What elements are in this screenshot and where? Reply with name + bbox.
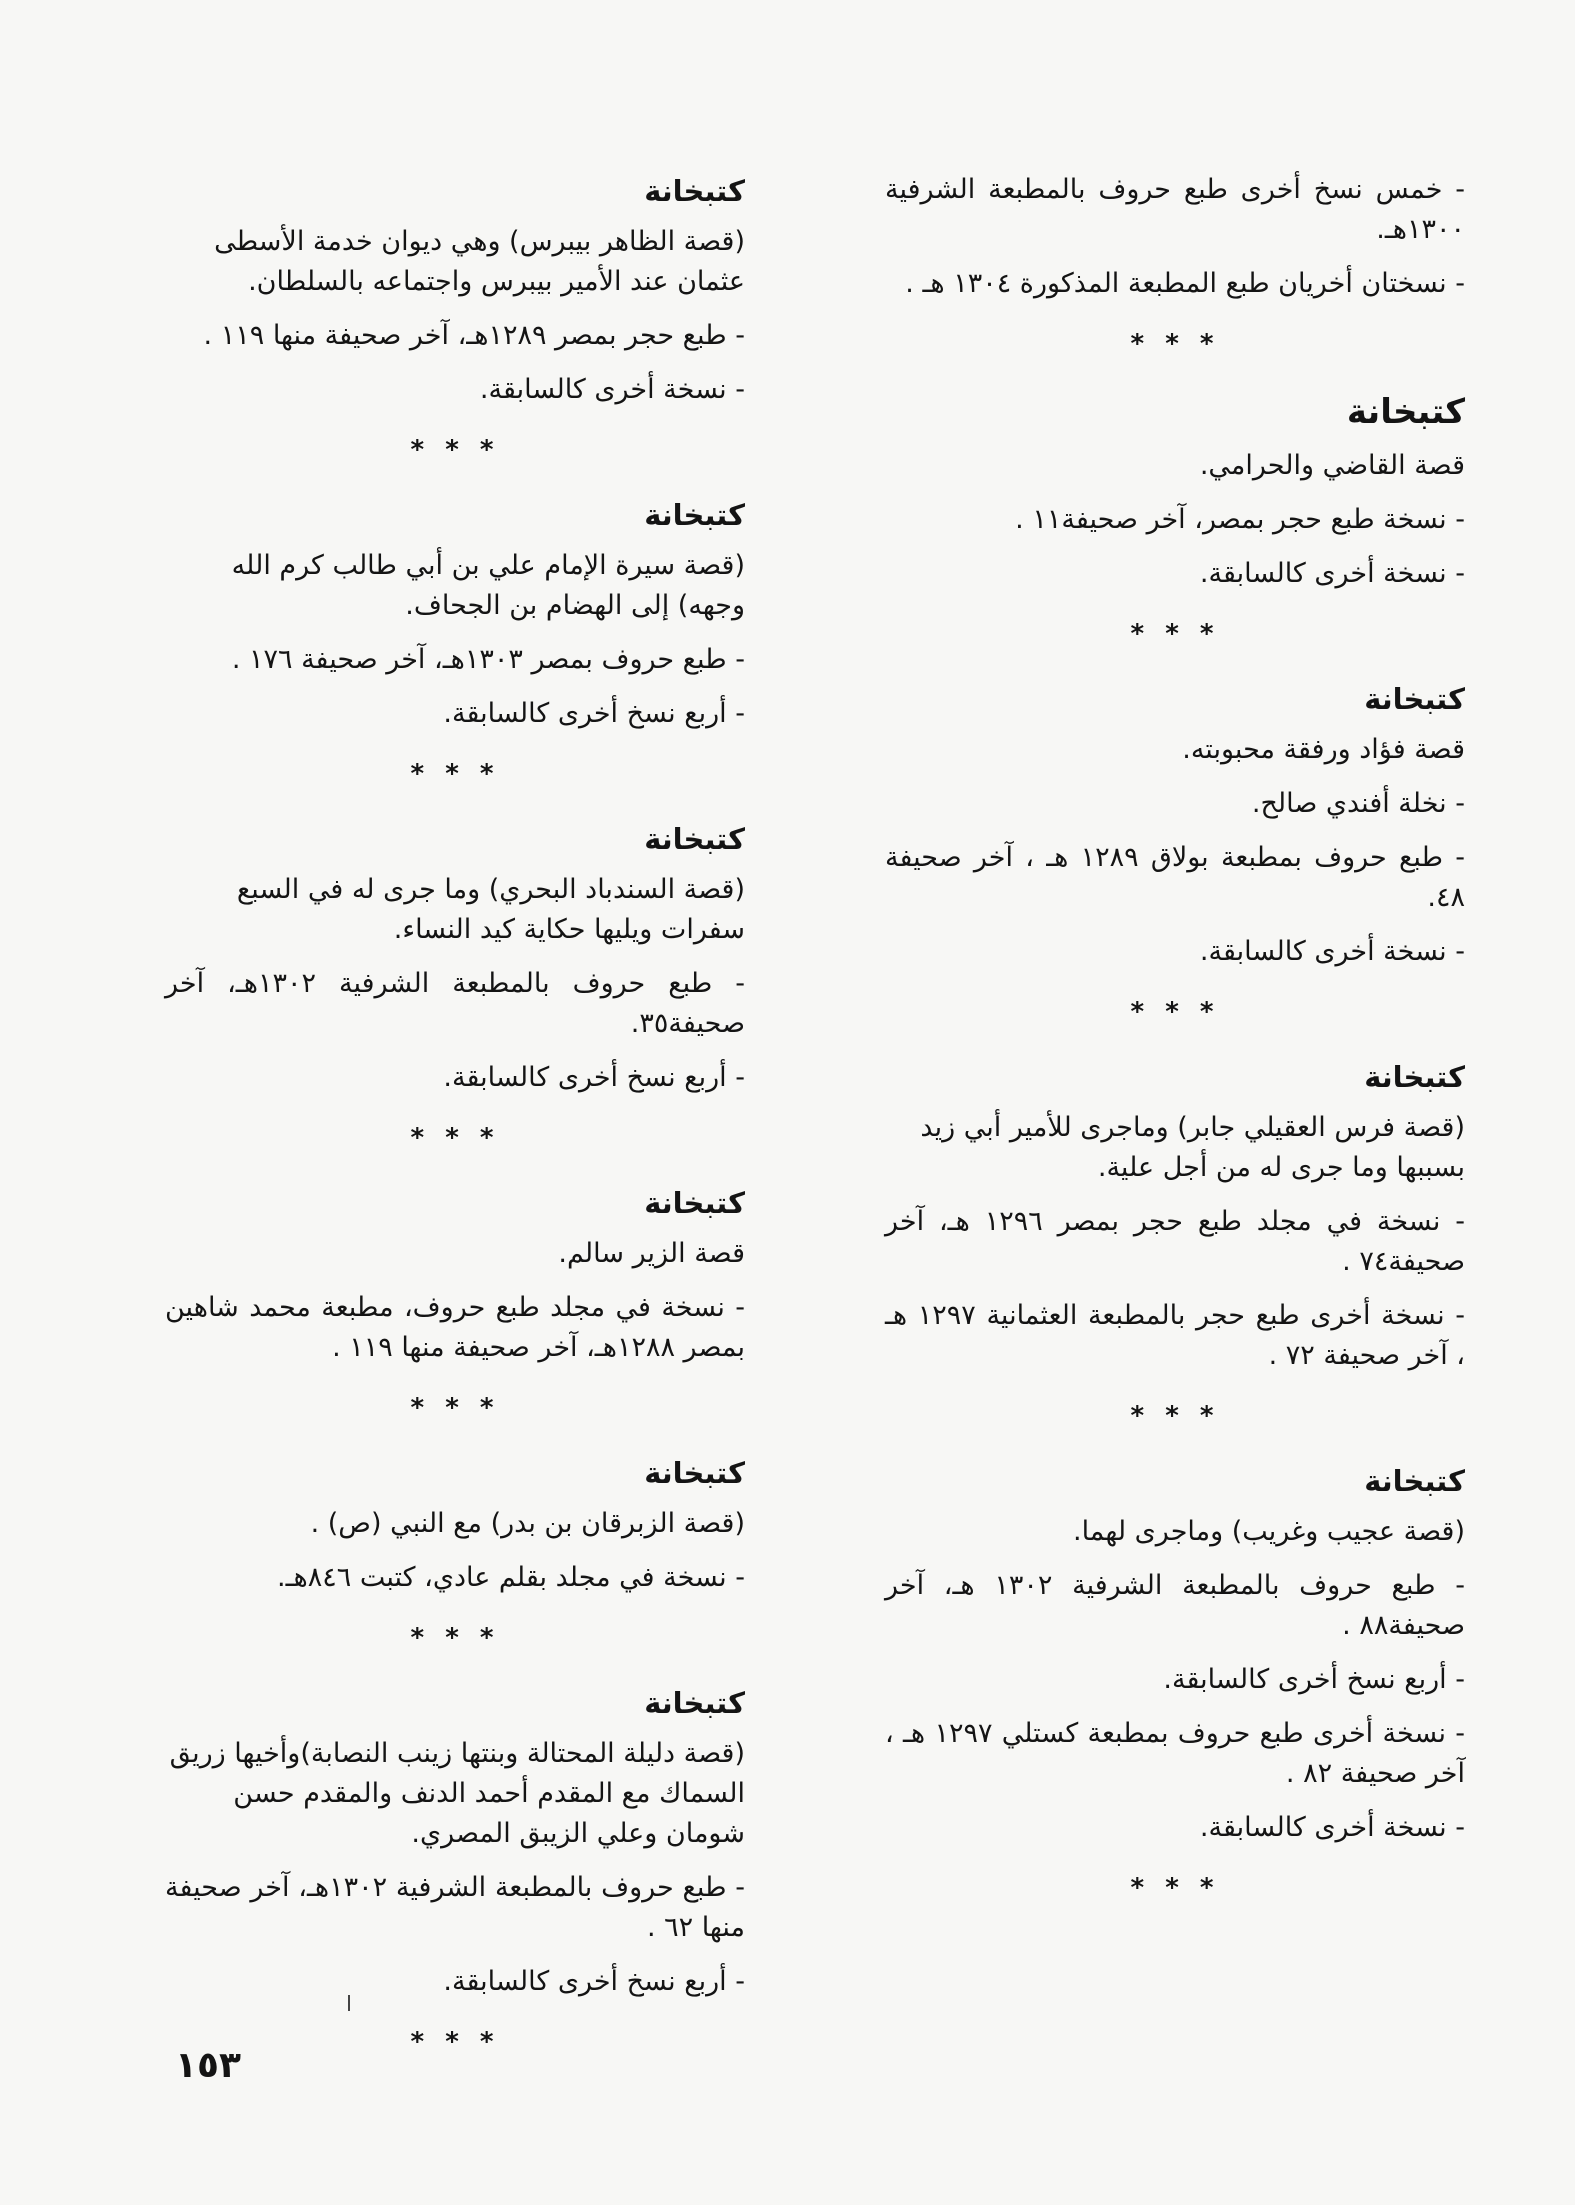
entry-line: - أربع نسخ أخرى كالسابقة. (443, 1966, 745, 1997)
section-separator: * * * (410, 2027, 500, 2057)
entry-heading: كتبخانة (644, 174, 745, 208)
entry-line: - طبع حروف بمطبعة بولاق ١٢٨٩ هـ ، آخر صحيفة ٤٨. (885, 842, 1465, 913)
entry-line: - نسختان أخريان طبع المطبعة المذكورة ١٣٠٤ هـ . (905, 268, 1465, 299)
entry-heading: كتبخانة (644, 822, 745, 856)
entry-line: - طبع حروف بالمطبعة الشرفية ١٣٠٢هـ، آخر صحيفة منها ٦٢ . (165, 1872, 745, 1943)
entry-line: - طبع حروف بالمطبعة الشرفية ١٣٠٢هـ، آخر صحيفة٣٥. (165, 968, 745, 1039)
entry-line: - نسخة في مجلد طبع حروف، مطبعة محمد شاهين بمصر ١٢٨٨هـ، آخر صحيفة منها ١١٩ . (165, 1292, 745, 1363)
entry-heading: كتبخانة (644, 1186, 745, 1220)
section-separator: * * * (1130, 997, 1220, 1027)
entry-line: - نخلة أفندي صالح. (1251, 788, 1465, 819)
entry-heading: كتبخانة (1364, 682, 1465, 716)
entry-line: - نسخة أخرى طبع حجر بالمطبعة العثمانية ١٢٩٧ هـ ، آخر صحيفة ٧٢ . (885, 1300, 1466, 1371)
entry-heading: كتبخانة (644, 1686, 745, 1720)
entry-line: - نسخة في مجلد طبع حجر بمصر ١٢٩٦ هـ، آخر صحيفة٧٤ . (885, 1206, 1465, 1277)
entry-line: - طبع حروف بمصر ١٣٠٣هـ، آخر صحيفة ١٧٦ . (231, 644, 745, 675)
entry-heading: كتبخانة (644, 1456, 745, 1490)
entry-title: (قصة فرس العقيلي جابر) وماجرى للأمير أبي زيد بسببها وما جرى له من أجل علية. (920, 1112, 1465, 1183)
section-separator: * * * (1130, 1873, 1220, 1903)
entry-line: - نسخة أخرى طبع حروف بمطبعة كستلي ١٢٩٧ هـ ، آخر صحيفة ٨٢ . (885, 1718, 1465, 1789)
entry-title: (قصة الزبرقان بن بدر) مع النبي (ص) . (310, 1508, 745, 1539)
entry-line: - نسخة في مجلد بقلم عادي، كتبت ٨٤٦هـ. (277, 1562, 745, 1593)
entry-line: - طبع حروف بالمطبعة الشرفية ١٣٠٢ هـ، آخر صحيفة٨٨ . (885, 1570, 1465, 1641)
entry-line: - أربع نسخ أخرى كالسابقة. (443, 1062, 745, 1093)
entry-line: - نسخة أخرى كالسابقة. (1199, 1812, 1465, 1843)
entry-title: قصة الزير سالم. (558, 1238, 745, 1269)
section-separator: * * * (410, 1623, 500, 1653)
entry-line: - أربع نسخ أخرى كالسابقة. (1163, 1664, 1465, 1695)
entry-line: - طبع حجر بمصر ١٢٨٩هـ، آخر صحيفة منها ١١٩ . (203, 320, 745, 351)
left-column (165, 170, 745, 2086)
entry-line: - نسخة أخرى كالسابقة. (1199, 558, 1465, 589)
section-separator: * * * (1130, 329, 1220, 359)
entry-title: (قصة عجيب وغريب) وماجرى لهما. (1072, 1516, 1465, 1547)
entry-title: (قصة دليلة المحتالة وبنتها زينب النصابة)وأخيها زريق السماك مع المقدم أحمد الدنف والمقدم حسن شومان وعلي الزيبق المصري. (169, 1738, 745, 1849)
entry-line: - نسخة أخرى كالسابقة. (1199, 936, 1465, 967)
entry-heading: كتبخانة (1364, 1464, 1465, 1498)
entry-line: - نسخة أخرى كالسابقة. (479, 374, 745, 405)
entry-line: - نسخة طبع حجر بمصر، آخر صحيفة١١ . (1015, 504, 1465, 535)
section-separator: * * * (410, 1393, 500, 1423)
entry-title: (قصة السندباد البحري) وما جرى له في السبع سفرات ويليها حكاية كيد النساء. (236, 874, 745, 945)
section-separator: * * * (1130, 1401, 1220, 1431)
page-number: ١٥٣ (175, 2045, 241, 2086)
entry-heading: كتبخانة (644, 498, 745, 532)
entry-title: (قصة الظاهر بيبرس) وهي ديوان خدمة الأسطى عثمان عند الأمير بيبرس واجتماعه بالسلطان. (214, 226, 745, 297)
margin-mark (348, 1995, 350, 2011)
entry-heading: كتبخانة (1346, 392, 1465, 432)
entry-title: قصة فؤاد ورفقة محبوبته. (1182, 734, 1465, 765)
entry-heading: كتبخانة (1364, 1060, 1465, 1094)
entry-line: - خمس نسخ أخرى طبع حروف بالمطبعة الشرفية ١٣٠٠هـ. (885, 174, 1465, 245)
section-separator: * * * (410, 435, 500, 465)
section-separator: * * * (410, 1123, 500, 1153)
entry-title: (قصة سيرة الإمام علي بن أبي طالب كرم الله وجهه) إلى الهضام بن الجحاف. (231, 550, 745, 621)
section-separator: * * * (410, 759, 500, 789)
entry-title: قصة القاضي والحرامي. (1199, 450, 1465, 481)
entry-line: - أربع نسخ أخرى كالسابقة. (443, 698, 745, 729)
section-separator: * * * (1130, 619, 1220, 649)
right-column (885, 170, 1465, 1932)
